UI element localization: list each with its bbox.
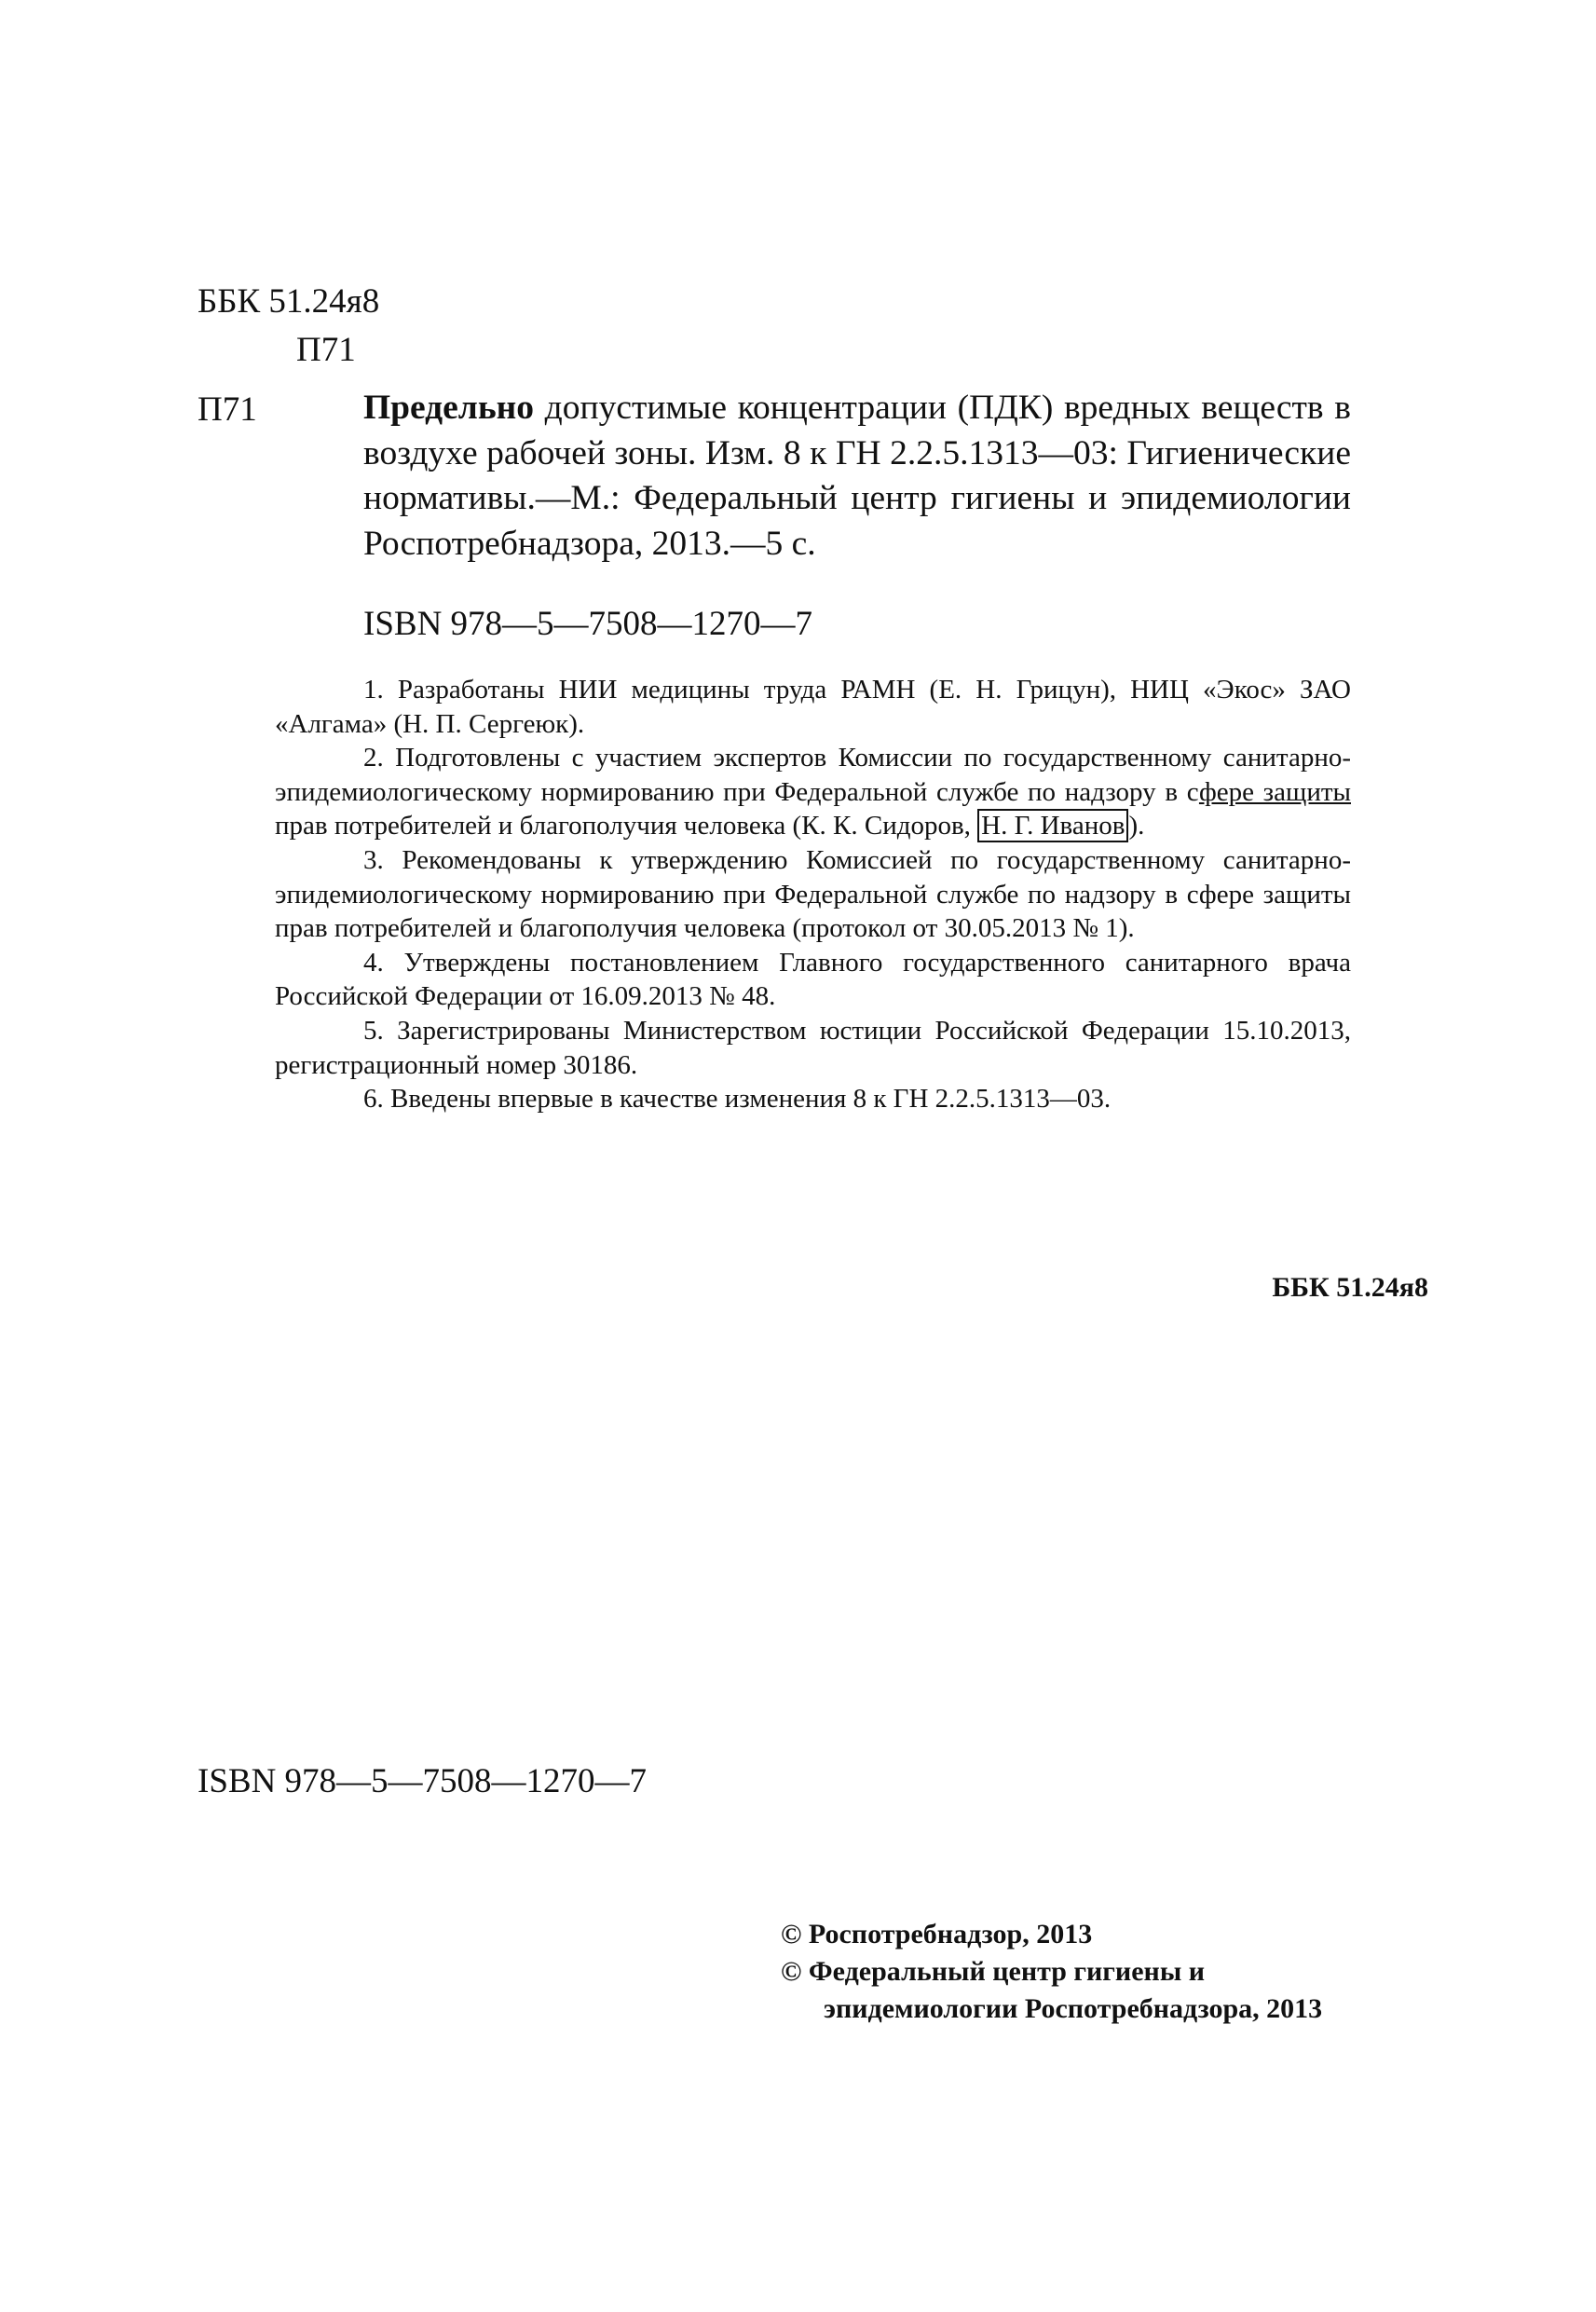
note-5: 5. Зарегистрированы Министерством юстиции Российской Федерации 15.10.2013, регистрационный номер 30186. [275,1015,1351,1080]
note-2-boxed-name: Н. Г. Иванов [977,809,1128,842]
copyright-line-2: © Федеральный центр гигиены и [781,1956,1206,1987]
copyright-line-3: эпидемиологии Роспотребнадзора, 2013 [824,1993,1323,2024]
note-2-part3: ). [1128,811,1145,841]
title-bold-word: Предельно [363,389,535,427]
copyright-line-1: © Роспотребнадзор, 2013 [781,1919,1093,1949]
note-2-part2: прав потребителей и благополучия человека (К. К. Сидоров, [275,811,978,841]
note-2-part1: 2. Подготовлены с участием экспертов Комиссии по государственному санитарно-эпидемиологическому нормированию при Федеральной службе по надзору в с [275,743,1351,807]
note-2 [275,741,1351,843]
publication-notes [275,673,1351,1116]
note-2-underlined: фере защиты [1198,776,1351,807]
bbk-code-right: ББК 51.24я8 [1272,1272,1428,1303]
note-6: 6. Введены впервые в качестве изменения 8 к ГН 2.2.5.1313—03. [363,1084,1112,1115]
copyright-block [781,1916,1470,2028]
note-4: 4. Утверждены постановлением Главного государственного санитарного врача Российской Федерации от 16.09.2013 № 48. [275,947,1351,1012]
author-sign-index: П71 [198,390,257,429]
note-1: 1. Разработаны НИИ медицины труда РАМН (Е. Н. Грицун), НИЦ «Экос» ЗАО «Алгама» (Н. П. Сергеюк). [275,675,1351,739]
isbn-bottom: ISBN 978—5—7508—1270—7 [198,1762,648,1800]
isbn-top: ISBN 978—5—7508—1270—7 [363,605,813,643]
note-3: 3. Рекомендованы к утверждению Комиссией по государственному санитарно-эпидемиологическому нормированию при Федеральной службе по надзору в сфере защиты прав потребителей и благополучия человека (протокол от 30.05.2013 № 1). [275,844,1351,944]
author-sign: П71 [296,331,356,369]
bbk-code: ББК 51.24я8 [198,282,380,321]
bibliographic-title [363,386,1351,567]
title-description: допустимые концентрации (ПДК) вредных веществ в воздухе рабочей зоны. Изм. 8 к ГН 2.2.5.1313—03: Гигиенические нормативы.—М.: Федеральный центр гигиены и эпидемиологии Роспотребнадзора, 2013.—5 с. [363,389,1351,563]
